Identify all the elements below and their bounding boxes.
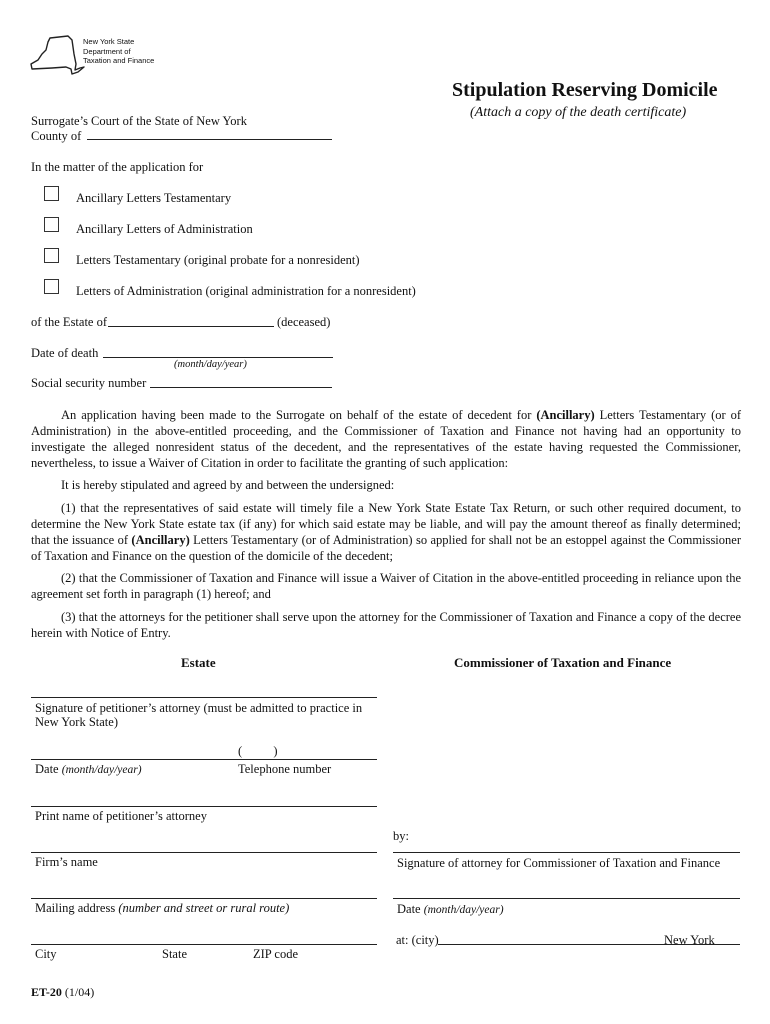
date-format-hint: (month/day/year) <box>174 359 247 370</box>
para-text: Letters Testamentary (or of Administration) in the above-entitled proceeding, and the Commissioner of Taxation and Finance not having had an opportunity to investigate the alleged nonresident status of the decedent, and the representatives of the estate having requested the Commissioner, nevertheless, to issue a Waiver of Citation in order to facilitate the granting of such application: <box>31 408 741 470</box>
new-york-value: New York <box>664 933 715 947</box>
para-text: (1) that the representatives of said estate will timely file a New York State Estate Tax Return, or such other required document, to determine the New York State estate tax (if any) for which said estate may be liable, and will pay the amount thereof as finally determined; that the issuance of <box>31 501 741 547</box>
mailing-address-field[interactable] <box>31 898 377 899</box>
county-label: County of <box>31 129 82 143</box>
by-label: by: <box>393 829 409 843</box>
para-text: (2) that the Commissioner of Taxation and Finance will issue a Waiver of Citation in the above-entitled proceeding in reliance upon the agreement set forth in paragraph (1) hereof; and <box>31 571 741 601</box>
para-text: (3) that the attorneys for the petitioner shall serve upon the attorney for the Commissioner of Taxation and Finance a copy of the decree herein with Notice of Entry. <box>31 610 741 640</box>
paragraph-2 <box>31 570 741 602</box>
estate-date-label <box>35 762 142 777</box>
print-name-field[interactable] <box>31 806 377 807</box>
date-of-death-field[interactable] <box>103 357 333 358</box>
para-text: An application having been made to the Surrogate on behalf of the estate of decedent for <box>61 408 537 422</box>
date-label: Date <box>35 762 59 776</box>
checkbox-ancillary-letters-testamentary[interactable] <box>44 186 59 201</box>
phone-area-code: ( ) <box>238 744 278 758</box>
mailing-hint: (number and street or rural route) <box>118 901 290 915</box>
mailing-address-label <box>35 901 289 916</box>
estate-of-field[interactable] <box>108 326 274 327</box>
form-revision: (1/04) <box>64 985 95 999</box>
date-of-death-label: Date of death <box>31 346 99 360</box>
matter-intro: In the matter of the application for <box>31 160 204 174</box>
attorney-signature-label: Signature of petitioner’s attorney (must be admitted to practice in New York State) <box>35 701 363 729</box>
at-city-label: at: (city) <box>396 933 439 947</box>
agency-line: New York State <box>83 37 135 46</box>
zip-label: ZIP code <box>253 947 299 961</box>
ssn-field[interactable] <box>150 387 332 388</box>
form-id <box>31 985 94 1000</box>
option-label: Ancillary Letters of Administration <box>76 222 253 236</box>
date-hint: (month/day/year) <box>423 904 504 916</box>
form-number: ET-20 <box>31 985 62 999</box>
deceased-label: (deceased) <box>277 315 331 329</box>
commissioner-date-field[interactable] <box>393 898 740 899</box>
paragraph-application <box>31 407 741 471</box>
form-title: Stipulation Reserving Domicile <box>452 79 718 101</box>
estate-of-label: of the Estate of <box>31 315 108 329</box>
commissioner-signature-label: Signature of attorney for Commissioner of Taxation and Finance <box>397 856 721 870</box>
agency-name <box>83 37 154 66</box>
checkbox-letters-administration[interactable] <box>44 279 59 294</box>
option-label: Letters Testamentary (original probate for a nonresident) <box>76 253 360 267</box>
checkbox-letters-testamentary[interactable] <box>44 248 59 263</box>
agency-line: Department of <box>83 46 131 56</box>
option-label: Letters of Administration (original administration for a nonresident) <box>76 284 416 298</box>
court-name: Surrogate’s Court of the State of New York <box>31 114 247 128</box>
paragraph-1 <box>31 500 741 564</box>
state-label: State <box>162 947 187 961</box>
para-text: Letters Testamentary (or of Administration) so applied for shall not be an estoppel against the Commissioner of Taxation and Finance on the question of the domicile of the decedent; <box>31 533 741 563</box>
commissioner-heading: Commissioner of Taxation and Finance <box>454 655 672 670</box>
estate-heading: Estate <box>181 655 216 670</box>
form-subtitle: (Attach a copy of the death certificate) <box>470 105 687 120</box>
commissioner-signature-field[interactable] <box>393 852 740 853</box>
date-telephone-field[interactable] <box>31 759 377 760</box>
city-state-zip-field[interactable] <box>31 944 377 945</box>
para-bold: (Ancillary) <box>536 408 595 422</box>
commissioner-date-label <box>397 902 504 917</box>
paragraph-stipulated <box>31 477 741 493</box>
firm-name-field[interactable] <box>31 852 377 853</box>
county-field[interactable] <box>87 139 332 140</box>
paragraph-3 <box>31 609 741 641</box>
date-hint: (month/day/year) <box>61 764 142 776</box>
firm-name-label: Firm’s name <box>35 855 98 869</box>
para-text: It is hereby stipulated and agreed by and between the undersigned: <box>61 478 395 492</box>
at-city-field[interactable] <box>438 944 740 945</box>
new-york-state-logo <box>28 34 86 78</box>
agency-line: Taxation and Finance <box>83 56 155 65</box>
telephone-label: Telephone number <box>238 762 332 776</box>
ssn-label: Social security number <box>31 376 147 390</box>
mailing-label: Mailing address <box>35 901 116 915</box>
city-label: City <box>35 947 57 961</box>
para-bold: (Ancillary) <box>131 533 190 547</box>
option-label: Ancillary Letters Testamentary <box>76 191 232 205</box>
attorney-signature-field[interactable] <box>31 697 377 698</box>
checkbox-ancillary-letters-administration[interactable] <box>44 217 59 232</box>
print-name-label: Print name of petitioner’s attorney <box>35 809 207 823</box>
date-label: Date <box>397 902 421 916</box>
